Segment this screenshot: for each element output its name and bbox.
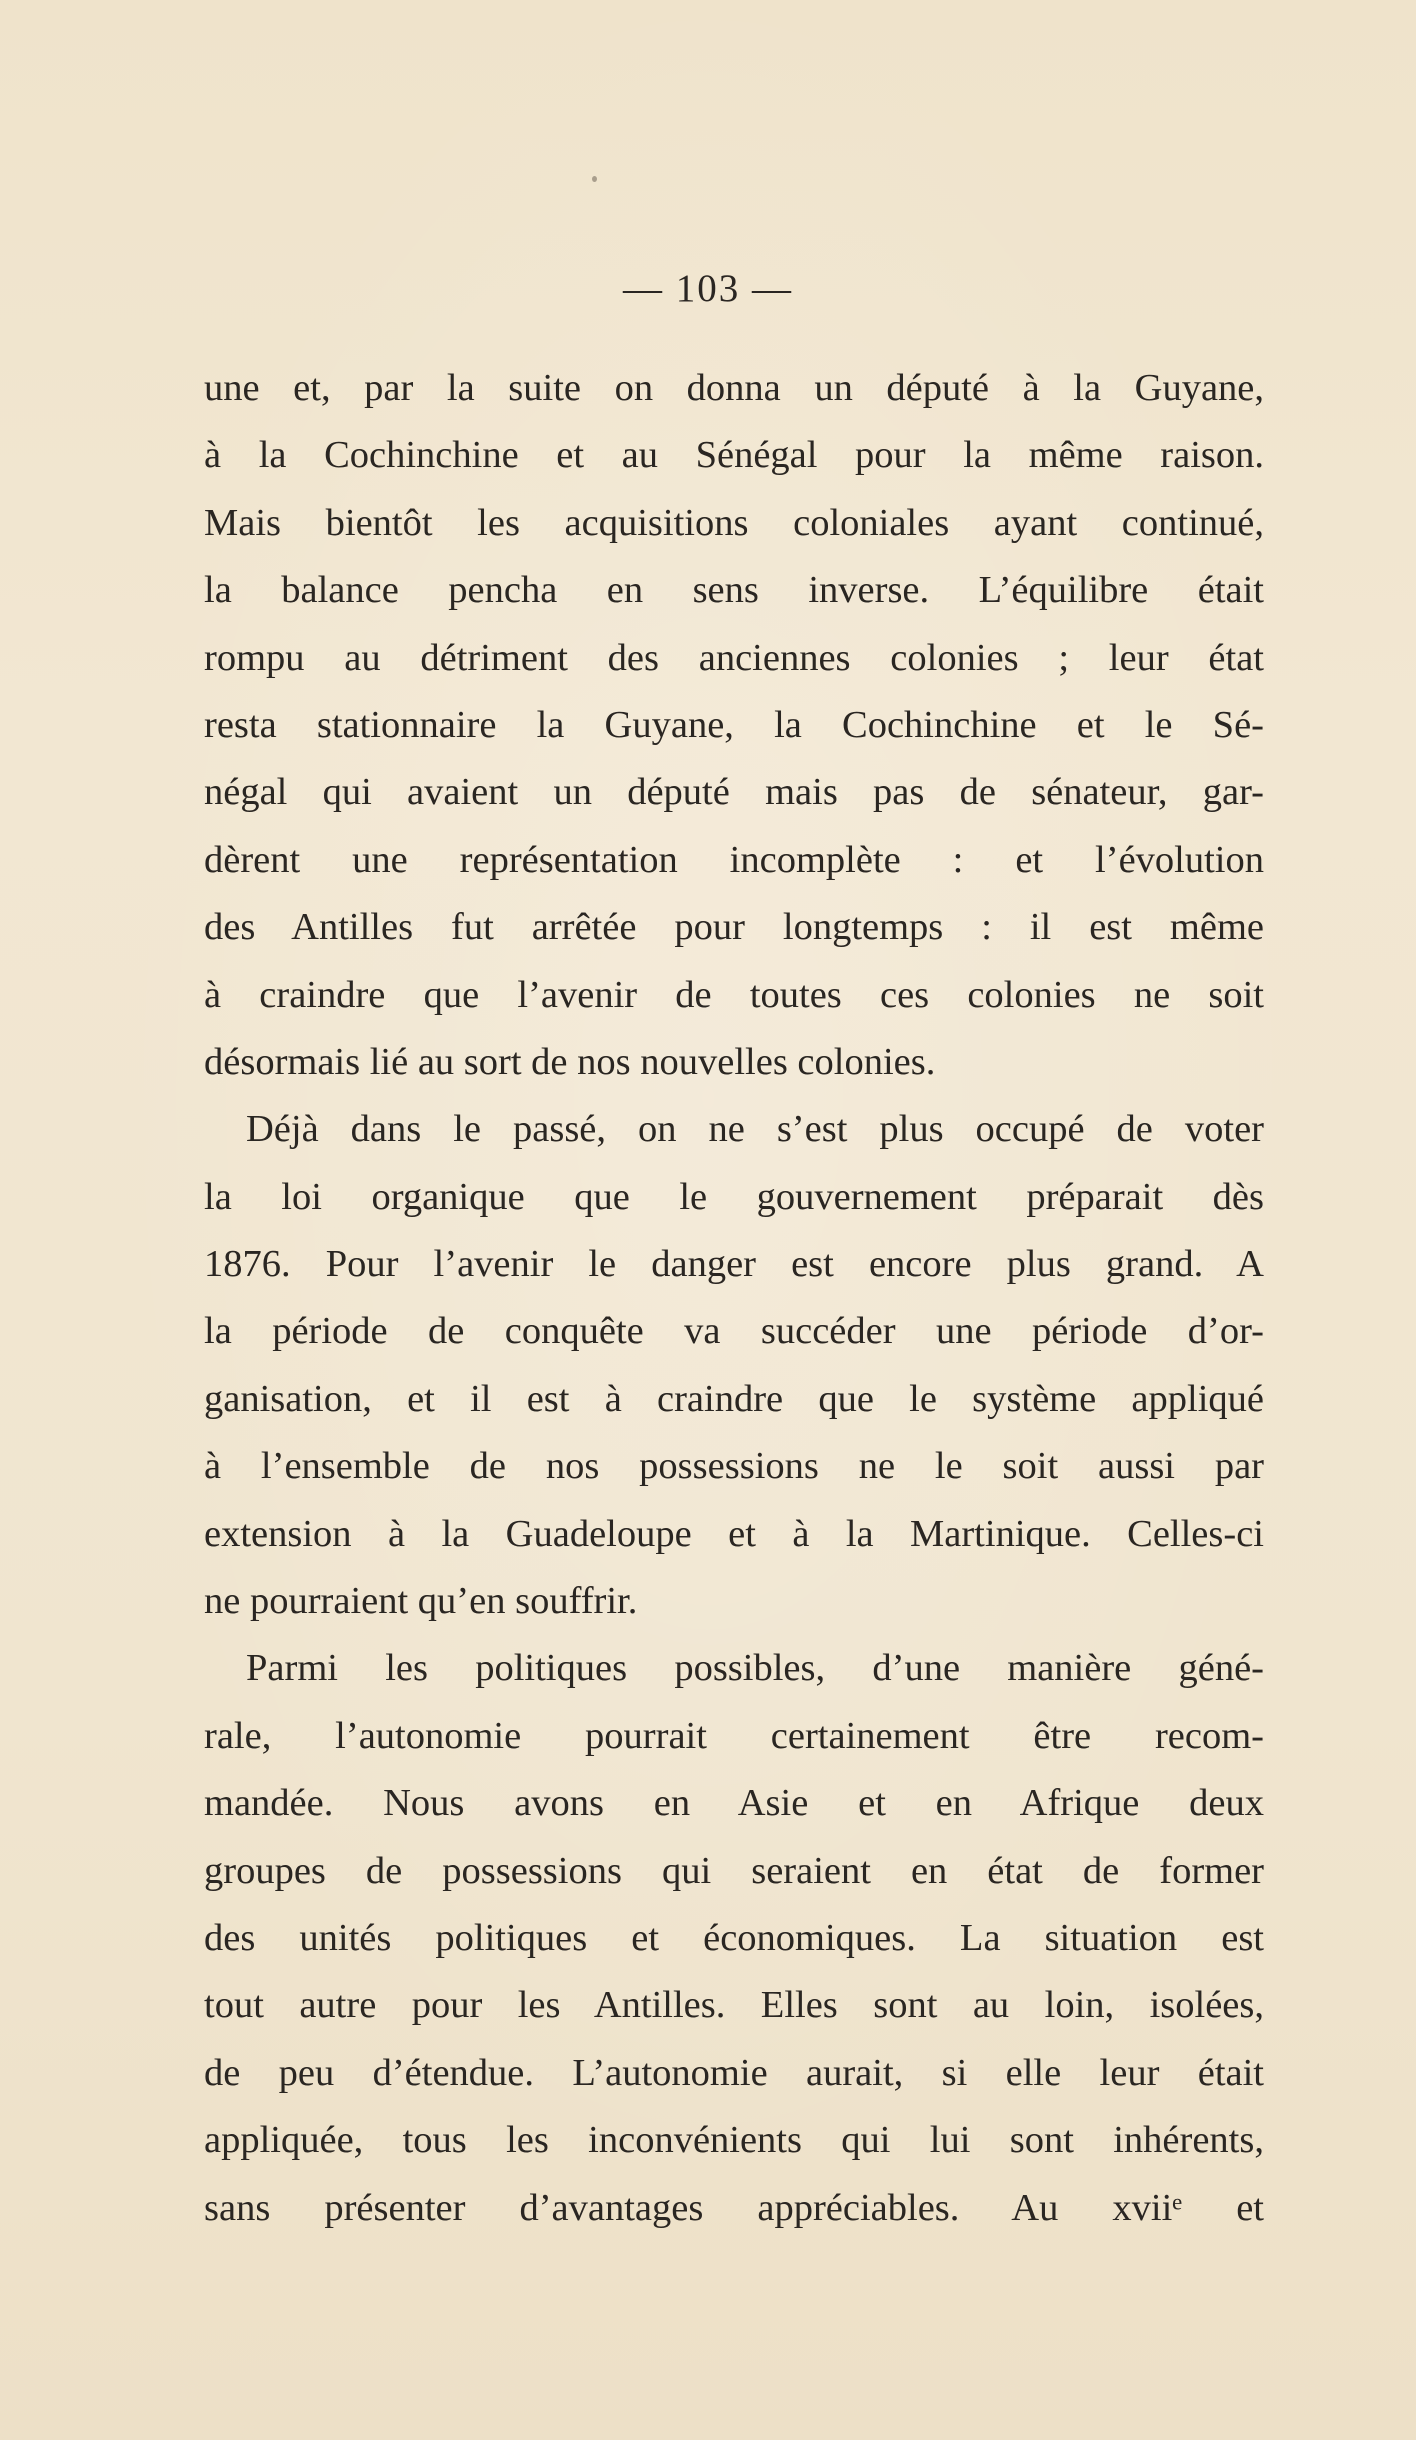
text-line: des Antilles fut arrêtée pour longtemps : il est même xyxy=(204,906,1264,949)
text-line: resta stationnaire la Guyane, la Cochinchine et le Sé- xyxy=(204,703,1264,746)
text-line: Déjà dans le passé, on ne s’est plus occupé de voter xyxy=(246,1108,1264,1151)
text-line: appliquée, tous les inconvénients qui lui sont inhérents, xyxy=(204,2119,1264,2162)
text-line: une et, par la suite on donna un député à la Guyane, xyxy=(204,367,1264,409)
page-number: — 103 — xyxy=(623,267,793,310)
text-line: de peu d’étendue. L’autonomie aurait, si elle leur était xyxy=(204,2051,1264,2094)
text-line: tout autre pour les Antilles. Elles sont au loin, isolées, xyxy=(204,1984,1264,2027)
paragraph-2 xyxy=(204,1096,1264,1635)
text-line: 1876. Pour l’avenir le danger est encore plus grand. A xyxy=(204,1243,1264,1286)
text-line: la période de conquête va succéder une période d’or- xyxy=(204,1310,1264,1353)
paragraph-3 xyxy=(204,1635,1264,2242)
text-line: Parmi les politiques possibles, d’une manière géné- xyxy=(246,1647,1264,1690)
text-line: ganisation, et il est à craindre que le système appliqué xyxy=(204,1377,1264,1420)
text-line: désormais lié au sort de nos nouvelles colonies. xyxy=(204,1040,936,1083)
text-line: des unités politiques et économiques. La situation est xyxy=(204,1916,1264,1959)
text-line: à craindre que l’avenir de toutes ces colonies ne soit xyxy=(204,973,1264,1016)
text-line: dèrent une représentation incomplète : et l’évolution xyxy=(204,838,1264,881)
text-line: rale, l’autonomie pourrait certainement être recom- xyxy=(204,1714,1264,1757)
text-line: groupes de possessions qui seraient en état de former xyxy=(204,1849,1264,1892)
paragraph-1 xyxy=(204,355,1264,1096)
text-line: à la Cochinchine et au Sénégal pour la même raison. xyxy=(204,434,1264,477)
text-line: extension à la Guadeloupe et à la Martinique. Celles-ci xyxy=(204,1512,1264,1555)
text-line: la balance pencha en sens inverse. L’équilibre était xyxy=(204,569,1264,612)
text-line: à l’ensemble de nos possessions ne le soit aussi par xyxy=(204,1445,1264,1488)
text-line: sans présenter d’avantages appréciables. Au xviiᵉ et xyxy=(204,2186,1264,2229)
body-text xyxy=(204,355,1264,2242)
text-line: rompu au détriment des anciennes colonies ; leur état xyxy=(204,636,1264,679)
text-line: la loi organique que le gouvernement préparait dès xyxy=(204,1175,1264,1218)
text-line: mandée. Nous avons en Asie et en Afrique deux xyxy=(204,1782,1264,1825)
text-line: ne pourraient qu’en souffrir. xyxy=(204,1580,638,1623)
ink-speck xyxy=(592,176,597,182)
text-line: Mais bientôt les acquisitions coloniales ayant continué, xyxy=(204,501,1264,544)
text-line: négal qui avaient un député mais pas de sénateur, gar- xyxy=(204,771,1264,814)
